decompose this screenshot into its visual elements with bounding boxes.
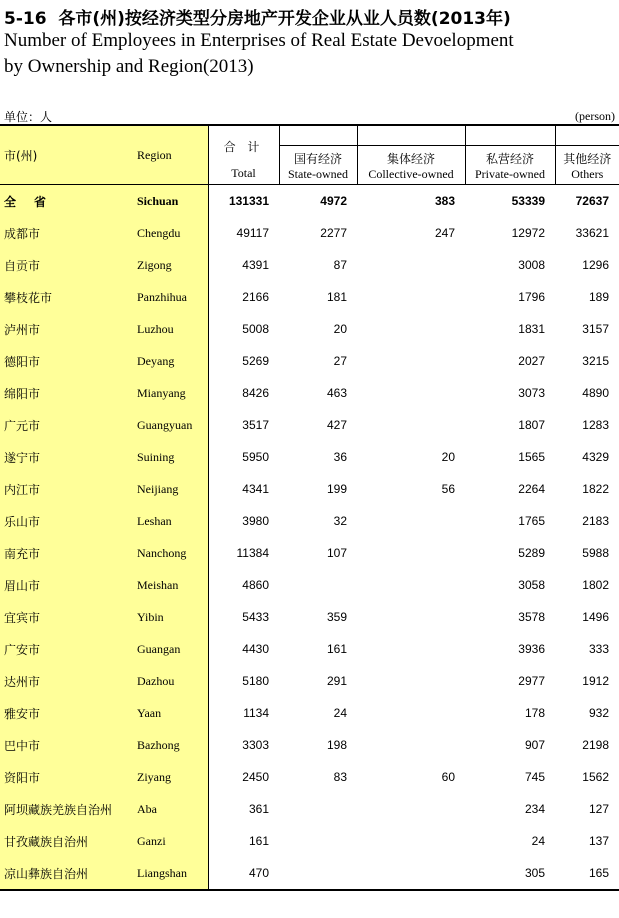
cell-others: 2198: [582, 738, 609, 752]
cell-private: 3936: [518, 642, 545, 656]
cell-private: 1565: [518, 450, 545, 464]
region-name-cn: 阿坝藏族羌族自治州: [0, 793, 133, 825]
cell-collective: 383: [434, 194, 455, 208]
header-others-en: Others: [571, 167, 604, 181]
region-name-en: Dazhou: [133, 665, 208, 697]
table-row: [0, 857, 619, 890]
region-name-en: Leshan: [133, 505, 208, 537]
cell-collective: [357, 857, 465, 890]
cell-others: 1562: [582, 770, 609, 784]
table-title-cn: [4, 4, 511, 29]
header-state-owned: [279, 125, 357, 185]
region-name-en: Nanchong: [133, 537, 208, 569]
table-row: [0, 217, 619, 249]
cell-collective: [357, 281, 465, 313]
header-others: [555, 125, 619, 185]
table-row-total: [0, 185, 619, 218]
cell-others: 3215: [582, 354, 609, 368]
cell-private: 2027: [518, 354, 545, 368]
table-row: [0, 409, 619, 441]
cell-others: 189: [588, 290, 609, 304]
region-name-en: Bazhong: [133, 729, 208, 761]
cell-others: 1496: [582, 610, 609, 624]
header-collective-cn: 集体经济: [386, 152, 435, 166]
cell-total: 2166: [208, 281, 279, 313]
header-private-owned: [465, 125, 555, 185]
cell-others: 1296: [582, 258, 609, 272]
region-name-cn: 成都市: [0, 217, 133, 249]
cell-total: 1134: [208, 697, 279, 729]
table-row: [0, 665, 619, 697]
cell-total: 4391: [208, 249, 279, 281]
cell-total: 4860: [208, 569, 279, 601]
header-total-en: Total: [231, 166, 256, 180]
cell-total: 2450: [208, 761, 279, 793]
cell-collective: 60: [441, 770, 455, 784]
cell-collective: [357, 345, 465, 377]
cell-total: 161: [208, 825, 279, 857]
cell-private: 1765: [518, 514, 545, 528]
cell-collective: [357, 377, 465, 409]
cell-collective: [357, 633, 465, 665]
table-row: [0, 697, 619, 729]
region-name-en: Mianyang: [133, 377, 208, 409]
cell-collective: [357, 249, 465, 281]
cell-private: 745: [524, 770, 545, 784]
cell-state: 87: [333, 258, 347, 272]
region-name-en: Luzhou: [133, 313, 208, 345]
cell-private: 24: [531, 834, 545, 848]
cell-private: 3008: [518, 258, 545, 272]
header-row: [0, 125, 619, 185]
region-name-en: Yibin: [133, 601, 208, 633]
cell-total: 361: [208, 793, 279, 825]
cell-private: 305: [465, 857, 555, 890]
cell-state: 199: [326, 482, 347, 496]
cell-collective: [357, 825, 465, 857]
header-collective-en: Collective-owned: [368, 167, 454, 181]
cell-total: 470: [208, 857, 279, 890]
region-name-en: Chengdu: [133, 217, 208, 249]
cell-total: 5950: [208, 441, 279, 473]
cell-private: 178: [524, 706, 545, 720]
region-name-cn: 达州市: [0, 665, 133, 697]
cell-state: 4972: [320, 194, 347, 208]
employees-table: [0, 124, 619, 891]
unit-label-cn: 单位：人: [4, 110, 53, 124]
table-row: [0, 473, 619, 505]
region-name-en: Meishan: [133, 569, 208, 601]
header-total-cn: 合 计: [223, 140, 264, 154]
cell-collective: [357, 313, 465, 345]
cell-state: [279, 857, 357, 890]
cell-collective: [357, 729, 465, 761]
header-state-cn: 国有经济: [293, 152, 342, 166]
region-name-cn: 资阳市: [0, 761, 133, 793]
region-name-cn: 全省: [0, 185, 133, 218]
region-name-cn: 雅安市: [0, 697, 133, 729]
table-title-en-line1: Number of Employees in Enterprises of Real Estate Devoelopment: [4, 30, 514, 51]
cell-private: 1796: [518, 290, 545, 304]
cell-collective: [357, 537, 465, 569]
table-title-en-line2: by Ownership and Region(2013): [4, 56, 254, 77]
cell-private: 2264: [518, 482, 545, 496]
region-name-en: Ziyang: [133, 761, 208, 793]
cell-others: 3157: [582, 322, 609, 336]
cell-private: 53339: [511, 194, 545, 208]
region-name-en: Deyang: [133, 345, 208, 377]
cell-private: 3073: [518, 386, 545, 400]
cell-collective: [357, 697, 465, 729]
cell-others: 1822: [582, 482, 609, 496]
cell-total: 5008: [208, 313, 279, 345]
cell-collective: [357, 505, 465, 537]
cell-total: 11384: [208, 537, 279, 569]
cell-total: 5180: [208, 665, 279, 697]
cell-others: 932: [588, 706, 609, 720]
cell-private: 1831: [518, 322, 545, 336]
cell-state: 463: [326, 386, 347, 400]
cell-state: 427: [326, 418, 347, 432]
cell-total: 131331: [208, 185, 279, 218]
region-name-en: Neijiang: [133, 473, 208, 505]
region-name-en: Ganzi: [133, 825, 208, 857]
region-name-en: Liangshan: [133, 857, 208, 890]
cell-state: 32: [333, 514, 347, 528]
cell-others: 1802: [582, 578, 609, 592]
region-name-cn: 宜宾市: [0, 601, 133, 633]
region-name-cn: 绵阳市: [0, 377, 133, 409]
table-row: [0, 761, 619, 793]
region-name-en: Panzhihua: [133, 281, 208, 313]
cell-private: 1807: [518, 418, 545, 432]
header-private-en: Private-owned: [475, 167, 545, 181]
cell-others: 5988: [582, 546, 609, 560]
table-row: [0, 825, 619, 857]
header-others-cn: 其他经济: [563, 152, 612, 166]
cell-others: 137: [588, 834, 609, 848]
region-name-cn: 眉山市: [0, 569, 133, 601]
table-row: [0, 345, 619, 377]
table-number: 5-16: [4, 9, 47, 29]
cell-collective: [357, 601, 465, 633]
region-name-cn: 广元市: [0, 409, 133, 441]
cell-collective: 20: [441, 450, 455, 464]
cell-state: 359: [326, 610, 347, 624]
cell-others: 4890: [582, 386, 609, 400]
region-name-cn: 内江市: [0, 473, 133, 505]
cell-others: 333: [588, 642, 609, 656]
table-row: [0, 633, 619, 665]
region-name-cn: 遂宁市: [0, 441, 133, 473]
region-name-en: Suining: [133, 441, 208, 473]
cell-private: 2977: [518, 674, 545, 688]
region-name-cn: 德阳市: [0, 345, 133, 377]
table-row: [0, 537, 619, 569]
cell-collective: [357, 665, 465, 697]
unit-label-en: (person): [575, 109, 615, 123]
table-row: [0, 793, 619, 825]
cell-others: 33621: [575, 226, 609, 240]
cell-collective: 247: [434, 226, 455, 240]
cell-total: 5433: [208, 601, 279, 633]
cell-private: 234: [524, 802, 545, 816]
cell-state: 20: [333, 322, 347, 336]
cell-state: 198: [326, 738, 347, 752]
cell-private: 3578: [518, 610, 545, 624]
cell-collective: [357, 409, 465, 441]
region-name-cn: 攀枝花市: [0, 281, 133, 313]
region-name-cn: 凉山彝族自治州: [0, 857, 133, 890]
cell-state: 24: [333, 706, 347, 720]
cell-state: 83: [333, 770, 347, 784]
region-name-en: Guangan: [133, 633, 208, 665]
cell-state: 181: [326, 290, 347, 304]
cell-private: 907: [524, 738, 545, 752]
region-name-cn: 甘孜藏族自治州: [0, 825, 133, 857]
cell-total: 4341: [208, 473, 279, 505]
cell-state: [279, 825, 357, 857]
cell-state: [279, 793, 357, 825]
cell-others: 4329: [582, 450, 609, 464]
region-name-cn: 南充市: [0, 537, 133, 569]
cell-others: 1283: [582, 418, 609, 432]
region-name-en: Aba: [133, 793, 208, 825]
table-row: [0, 281, 619, 313]
table-row: [0, 569, 619, 601]
table-row: [0, 729, 619, 761]
region-name-en: Guangyuan: [133, 409, 208, 441]
cell-total: 49117: [208, 217, 279, 249]
region-name-en: Yaan: [133, 697, 208, 729]
cell-others: 1912: [582, 674, 609, 688]
cell-total: 4430: [208, 633, 279, 665]
cell-collective: [357, 569, 465, 601]
region-name-en: Sichuan: [133, 185, 208, 218]
cell-others: 127: [588, 802, 609, 816]
cell-others: 2183: [582, 514, 609, 528]
cell-total: 3980: [208, 505, 279, 537]
cell-collective: [357, 793, 465, 825]
cell-total: 3303: [208, 729, 279, 761]
header-city-cn: 市(州): [0, 125, 133, 185]
cell-state: 2277: [320, 226, 347, 240]
cell-others: 165: [555, 857, 619, 890]
cell-state: 291: [326, 674, 347, 688]
region-name-cn: 自贡市: [0, 249, 133, 281]
cell-collective: 56: [441, 482, 455, 496]
cell-state: 161: [326, 642, 347, 656]
cell-total: 8426: [208, 377, 279, 409]
header-collective-owned: [357, 125, 465, 185]
region-name-en: Zigong: [133, 249, 208, 281]
header-private-cn: 私营经济: [485, 152, 534, 166]
cell-total: 5269: [208, 345, 279, 377]
table-body: [0, 185, 619, 891]
cell-private: 12972: [511, 226, 545, 240]
table-row: [0, 249, 619, 281]
table-row: [0, 505, 619, 537]
region-name-cn: 泸州市: [0, 313, 133, 345]
table-row: [0, 377, 619, 409]
region-name-cn: 乐山市: [0, 505, 133, 537]
cell-state: 107: [326, 546, 347, 560]
region-name-cn: 广安市: [0, 633, 133, 665]
cell-state: 27: [333, 354, 347, 368]
cell-private: 3058: [518, 578, 545, 592]
title-cn-text: 各市(州)按经济类型分房地产开发企业从业人员数(2013年): [58, 9, 511, 29]
cell-state: [279, 569, 357, 601]
cell-private: 5289: [518, 546, 545, 560]
cell-total: 3517: [208, 409, 279, 441]
table-row: [0, 441, 619, 473]
header-region-en: Region: [133, 125, 208, 185]
cell-others: 72637: [575, 194, 609, 208]
header-state-en: State-owned: [288, 167, 348, 181]
region-name-cn: 巴中市: [0, 729, 133, 761]
table-row: [0, 601, 619, 633]
cell-state: 36: [333, 450, 347, 464]
header-total: [208, 125, 279, 185]
table-row: [0, 313, 619, 345]
